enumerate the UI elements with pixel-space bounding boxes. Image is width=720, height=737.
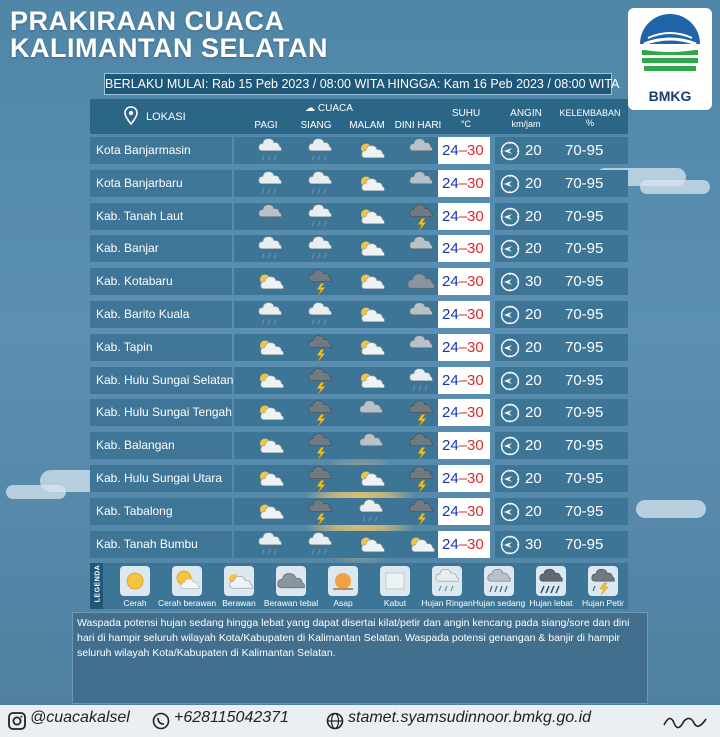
berawan-icon xyxy=(351,203,391,230)
wind-direction-icon xyxy=(500,272,520,297)
hujan-ringan-icon xyxy=(250,301,290,328)
hujan-ringan-legend-icon xyxy=(432,566,462,596)
temperature-range xyxy=(442,268,484,295)
humidity: 70-95 xyxy=(565,240,604,258)
berawan-icon xyxy=(250,399,290,426)
cloud-decoration xyxy=(6,485,66,499)
temp-separator: – xyxy=(458,273,468,291)
hujan-ringan-icon xyxy=(401,367,441,394)
hujan-petir-icon xyxy=(300,268,340,295)
temp-separator: – xyxy=(458,535,468,553)
berawan-icon xyxy=(250,268,290,295)
berawan-icon xyxy=(351,235,391,262)
hujan-petir-icon xyxy=(300,367,340,394)
hujan-sedang-icon xyxy=(401,170,441,197)
temp-min: 24 xyxy=(442,142,459,159)
temperature-range xyxy=(442,399,484,426)
wind-speed: 20 xyxy=(525,437,542,455)
berawan-icon xyxy=(351,531,391,558)
berawan-icon xyxy=(351,465,391,492)
temp-separator: – xyxy=(458,207,468,225)
humidity: 70-95 xyxy=(565,273,604,291)
berawan-icon xyxy=(351,170,391,197)
wind-direction-icon xyxy=(500,371,520,396)
temp-min: 24 xyxy=(442,174,459,192)
wind-speed: 20 xyxy=(525,305,542,323)
wind-direction-icon xyxy=(500,239,520,264)
location-name: Kab. Hulu Sungai Selatan xyxy=(96,372,234,387)
temperature-range xyxy=(442,465,484,492)
hujan-petir-icon xyxy=(300,465,340,492)
location-name: Kab. Barito Kuala xyxy=(96,306,190,321)
location-name: Kab. Hulu Sungai Tengah xyxy=(96,405,232,420)
hujan-ringan-icon xyxy=(300,531,340,558)
hujan-petir-icon xyxy=(401,465,441,492)
temperature-range xyxy=(442,531,484,558)
temp-max: 30 xyxy=(467,240,484,258)
header-period-dini-hari: DINI HARI xyxy=(394,120,442,131)
header-suhu-unit: °C xyxy=(460,119,472,129)
hujan-ringan-icon xyxy=(300,137,340,164)
wind-direction-icon xyxy=(500,502,520,527)
location-name: Kab. Tapin xyxy=(96,339,153,354)
wind-speed: 20 xyxy=(525,371,542,389)
wind-direction-icon xyxy=(500,305,520,330)
temp-min: 24 xyxy=(442,437,459,455)
temp-separator: – xyxy=(458,469,468,487)
berawan-icon xyxy=(250,498,290,525)
header-cuaca xyxy=(224,103,434,114)
hujan-petir-icon xyxy=(401,203,441,230)
temp-min: 24 xyxy=(442,469,459,487)
wind-speed: 20 xyxy=(525,240,542,258)
legend-item-cerah xyxy=(106,566,164,608)
table-row xyxy=(90,364,628,397)
temp-separator: – xyxy=(458,174,468,192)
table-row xyxy=(90,528,628,561)
table-row xyxy=(90,200,628,233)
location-pin-icon xyxy=(124,106,138,126)
temp-separator: – xyxy=(458,437,468,455)
header-angin-unit: km/jam xyxy=(511,119,541,129)
cloud-header-icon: ☁ xyxy=(305,103,318,114)
hujan-ringan-icon xyxy=(300,203,340,230)
table-row xyxy=(90,265,628,298)
temp-max: 30 xyxy=(467,535,484,553)
wind-direction-icon xyxy=(500,174,520,199)
temp-min: 24 xyxy=(442,371,459,389)
temp-max: 30 xyxy=(467,338,484,356)
humidity: 70-95 xyxy=(565,142,604,159)
legend-label: Cerah berawan xyxy=(158,598,217,608)
header-kelembaban-text: KELEMBABAN xyxy=(559,108,621,118)
table-row xyxy=(90,396,628,429)
temperature-range xyxy=(442,235,484,262)
temp-separator: – xyxy=(458,404,468,422)
globe-icon xyxy=(326,712,344,730)
wind-speed: 30 xyxy=(525,535,542,553)
hujan-ringan-icon xyxy=(300,301,340,328)
hujan-sedang-icon xyxy=(351,399,391,426)
header-cuaca-text: CUACA xyxy=(317,103,353,114)
legend-label: Berawan tebal xyxy=(263,598,319,608)
table-row xyxy=(90,232,628,265)
hujan-sedang-icon xyxy=(401,235,441,262)
berawan-icon xyxy=(351,334,391,361)
humidity: 70-95 xyxy=(565,207,604,225)
temperature-range xyxy=(442,137,484,164)
temperature-range xyxy=(442,367,484,394)
bmkg-emblem-icon xyxy=(634,14,706,86)
hujan-ringan-icon xyxy=(300,235,340,262)
temp-min: 24 xyxy=(442,273,459,291)
asap-legend-icon xyxy=(328,566,358,596)
temp-min: 24 xyxy=(442,240,459,258)
hujan-sedang-icon xyxy=(351,432,391,459)
humidity: 70-95 xyxy=(565,174,604,192)
hujan-petir-icon xyxy=(401,432,441,459)
temp-min: 24 xyxy=(442,404,459,422)
temp-min: 24 xyxy=(442,207,459,225)
legend-item-berawan xyxy=(210,566,268,608)
location-name: Kab. Hulu Sungai Utara xyxy=(96,470,223,485)
legend-item-cerah-berawan xyxy=(158,566,216,608)
berawan-icon xyxy=(351,367,391,394)
legend-tag-text: LEGENDA xyxy=(94,564,102,603)
wind-speed: 20 xyxy=(525,404,542,422)
temp-max: 30 xyxy=(467,142,484,159)
location-name: Kota Banjarbaru xyxy=(96,175,183,190)
wind-speed: 20 xyxy=(525,502,542,520)
berawan-legend-icon xyxy=(224,566,254,596)
page-title xyxy=(10,8,328,62)
hujan-petir-icon xyxy=(401,498,441,525)
forecast-table xyxy=(90,99,628,560)
header-kelembaban-unit: % xyxy=(585,118,594,128)
wind-direction-icon xyxy=(500,403,520,428)
temp-separator: – xyxy=(458,371,468,389)
legend-label: Hujan Ringan xyxy=(421,598,473,608)
validity-period: BERLAKU MULAI: Rab 15 Peb 2023 / 08:00 WITA HINGGA: Kam 16 Peb 2023 / 08:00 WITA xyxy=(104,73,612,95)
location-name: Kab. Tanah Laut xyxy=(96,208,184,223)
temperature-range xyxy=(442,170,484,197)
hujan-sedang-icon xyxy=(401,137,441,164)
hujan-petir-legend-icon xyxy=(588,566,618,596)
temperature-range xyxy=(442,432,484,459)
legend-label: Berawan xyxy=(222,598,256,608)
temp-max: 30 xyxy=(467,174,484,192)
wind-speed: 20 xyxy=(525,174,542,192)
wind-speed: 20 xyxy=(525,142,542,159)
temp-min: 24 xyxy=(442,338,459,356)
temp-max: 30 xyxy=(467,502,484,520)
legend-item-hujan-lebat xyxy=(522,566,580,608)
wind-direction-icon xyxy=(500,141,520,166)
berawan-icon xyxy=(351,268,391,295)
wind-speed: 20 xyxy=(525,338,542,356)
hujan-petir-icon xyxy=(300,334,340,361)
cloud-decoration xyxy=(640,180,710,194)
wind-speed: 20 xyxy=(525,469,542,487)
hujan-sedang-icon xyxy=(401,334,441,361)
hujan-ringan-icon xyxy=(250,531,290,558)
legend-item-kabut xyxy=(366,566,424,608)
hujan-petir-icon xyxy=(300,432,340,459)
whatsapp-number[interactable]: +628115042371 xyxy=(174,709,289,726)
cerah-berawan-legend-icon xyxy=(172,566,202,596)
temp-max: 30 xyxy=(467,437,484,455)
temp-separator: – xyxy=(458,240,468,258)
berawan-tebal-legend-icon xyxy=(276,566,306,596)
bmkg-logo-text: BMKG xyxy=(648,88,692,104)
weather-legend xyxy=(90,563,628,609)
temp-max: 30 xyxy=(467,371,484,389)
hujan-petir-icon xyxy=(300,498,340,525)
berawan-tebal-icon xyxy=(401,268,441,295)
legend-item-hujan-sedang xyxy=(470,566,528,608)
header-kelembaban xyxy=(554,108,626,128)
temp-max: 30 xyxy=(467,305,484,323)
humidity: 70-95 xyxy=(565,305,604,323)
instagram-handle[interactable]: @cuacakalsel xyxy=(30,709,130,726)
humidity: 70-95 xyxy=(565,469,604,487)
humidity: 70-95 xyxy=(565,535,604,553)
temp-separator: – xyxy=(458,305,468,323)
temp-min: 24 xyxy=(442,305,459,323)
legend-label: Hujan lebat xyxy=(529,598,573,608)
humidity: 70-95 xyxy=(565,502,604,520)
location-name: Kab. Banjar xyxy=(96,241,159,256)
legend-item-asap xyxy=(314,566,372,608)
title-line-2: KALIMANTAN SELATAN xyxy=(10,33,328,63)
temperature-range xyxy=(442,334,484,361)
wind-direction-icon xyxy=(500,535,520,560)
legend-label: Hujan Petir xyxy=(581,598,625,608)
hujan-ringan-icon xyxy=(250,137,290,164)
temperature-range xyxy=(442,301,484,328)
wind-direction-icon xyxy=(500,207,520,232)
legend-tag xyxy=(90,563,103,609)
berawan-icon xyxy=(250,432,290,459)
table-row xyxy=(90,495,628,528)
table-body xyxy=(90,134,628,560)
legend-label: Cerah xyxy=(123,598,147,608)
footer-contacts xyxy=(0,705,720,737)
hujan-sedang-icon xyxy=(401,301,441,328)
berawan-icon xyxy=(250,334,290,361)
temp-min: 24 xyxy=(442,502,459,520)
location-name: Kab. Tanah Bumbu xyxy=(96,536,198,551)
header-lokasi: LOKASI xyxy=(146,111,186,123)
header-period-malam: MALAM xyxy=(349,120,385,131)
berawan-icon xyxy=(351,301,391,328)
temp-max: 30 xyxy=(467,469,484,487)
header-suhu xyxy=(442,108,490,129)
location-name: Kab. Kotabaru xyxy=(96,274,173,289)
header-period-pagi: PAGI xyxy=(254,120,278,131)
berawan-icon xyxy=(250,465,290,492)
hujan-petir-icon xyxy=(300,399,340,426)
hujan-ringan-icon xyxy=(300,170,340,197)
temp-max: 30 xyxy=(467,273,484,291)
berawan-icon xyxy=(250,367,290,394)
table-header xyxy=(90,99,628,134)
title-line-1: PRAKIRAAN CUACA xyxy=(10,6,285,36)
table-row xyxy=(90,462,628,495)
cloud-decoration xyxy=(636,500,706,518)
location-name: Kab. Balangan xyxy=(96,438,175,453)
location-name: Kab. Tabalong xyxy=(96,503,173,518)
location-name: Kota Banjarmasin xyxy=(96,143,191,157)
website-url[interactable]: stamet.syamsudinnoor.bmkg.go.id xyxy=(348,709,592,726)
table-row xyxy=(90,134,628,167)
kabut-legend-icon xyxy=(380,566,410,596)
table-row xyxy=(90,167,628,200)
temperature-range xyxy=(442,203,484,230)
temp-separator: – xyxy=(458,502,468,520)
weather-warning-notice: Waspada potensi hujan sedang hingga lebat yang dapat disertai kilat/petir dan angin kencang pada siang/sore dan dini hari di hampir seluruh wilayah Kota/Kabupaten di Kalimantan Selatan. Waspada potensi genangan & banjir di hampir seluruh wilayah Kota/Kabupaten di Kalimantan Selatan. xyxy=(72,612,648,704)
hujan-petir-icon xyxy=(401,399,441,426)
bmkg-logo xyxy=(628,8,712,110)
header-period-siang: SIANG xyxy=(300,120,332,131)
wind-speed: 20 xyxy=(525,207,542,225)
hujan-sedang-legend-icon xyxy=(484,566,514,596)
hujan-ringan-icon xyxy=(351,498,391,525)
legend-item-berawan-tebal xyxy=(262,566,320,608)
header-angin xyxy=(498,108,554,129)
humidity: 70-95 xyxy=(565,437,604,455)
whatsapp-icon xyxy=(152,712,170,730)
hujan-sedang-icon xyxy=(250,203,290,230)
berawan-icon xyxy=(401,531,441,558)
wind-direction-icon xyxy=(500,469,520,494)
temp-separator: – xyxy=(458,142,468,159)
instagram-icon xyxy=(8,712,26,730)
hujan-lebat-legend-icon xyxy=(536,566,566,596)
wind-speed: 30 xyxy=(525,273,542,291)
humidity: 70-95 xyxy=(565,371,604,389)
temp-separator: – xyxy=(458,338,468,356)
signature-mark xyxy=(662,711,712,731)
header-suhu-text: SUHU xyxy=(451,108,481,119)
wind-direction-icon xyxy=(500,436,520,461)
humidity: 70-95 xyxy=(565,404,604,422)
table-row xyxy=(90,429,628,462)
humidity: 70-95 xyxy=(565,338,604,356)
hujan-ringan-icon xyxy=(250,235,290,262)
temperature-range xyxy=(442,498,484,525)
header-angin-text: ANGIN xyxy=(510,108,542,119)
berawan-icon xyxy=(351,137,391,164)
legend-item-hujan-petir xyxy=(574,566,632,608)
legend-label: Kabut xyxy=(383,598,407,608)
temp-max: 30 xyxy=(467,404,484,422)
wind-direction-icon xyxy=(500,338,520,363)
cerah-legend-icon xyxy=(120,566,150,596)
table-row xyxy=(90,298,628,331)
legend-label: Asap xyxy=(333,598,353,608)
legend-item-hujan-ringan xyxy=(418,566,476,608)
legend-label: Hujan sedang xyxy=(472,598,526,608)
temp-min: 24 xyxy=(442,535,459,553)
temp-max: 30 xyxy=(467,207,484,225)
hujan-ringan-icon xyxy=(250,170,290,197)
table-row xyxy=(90,331,628,364)
